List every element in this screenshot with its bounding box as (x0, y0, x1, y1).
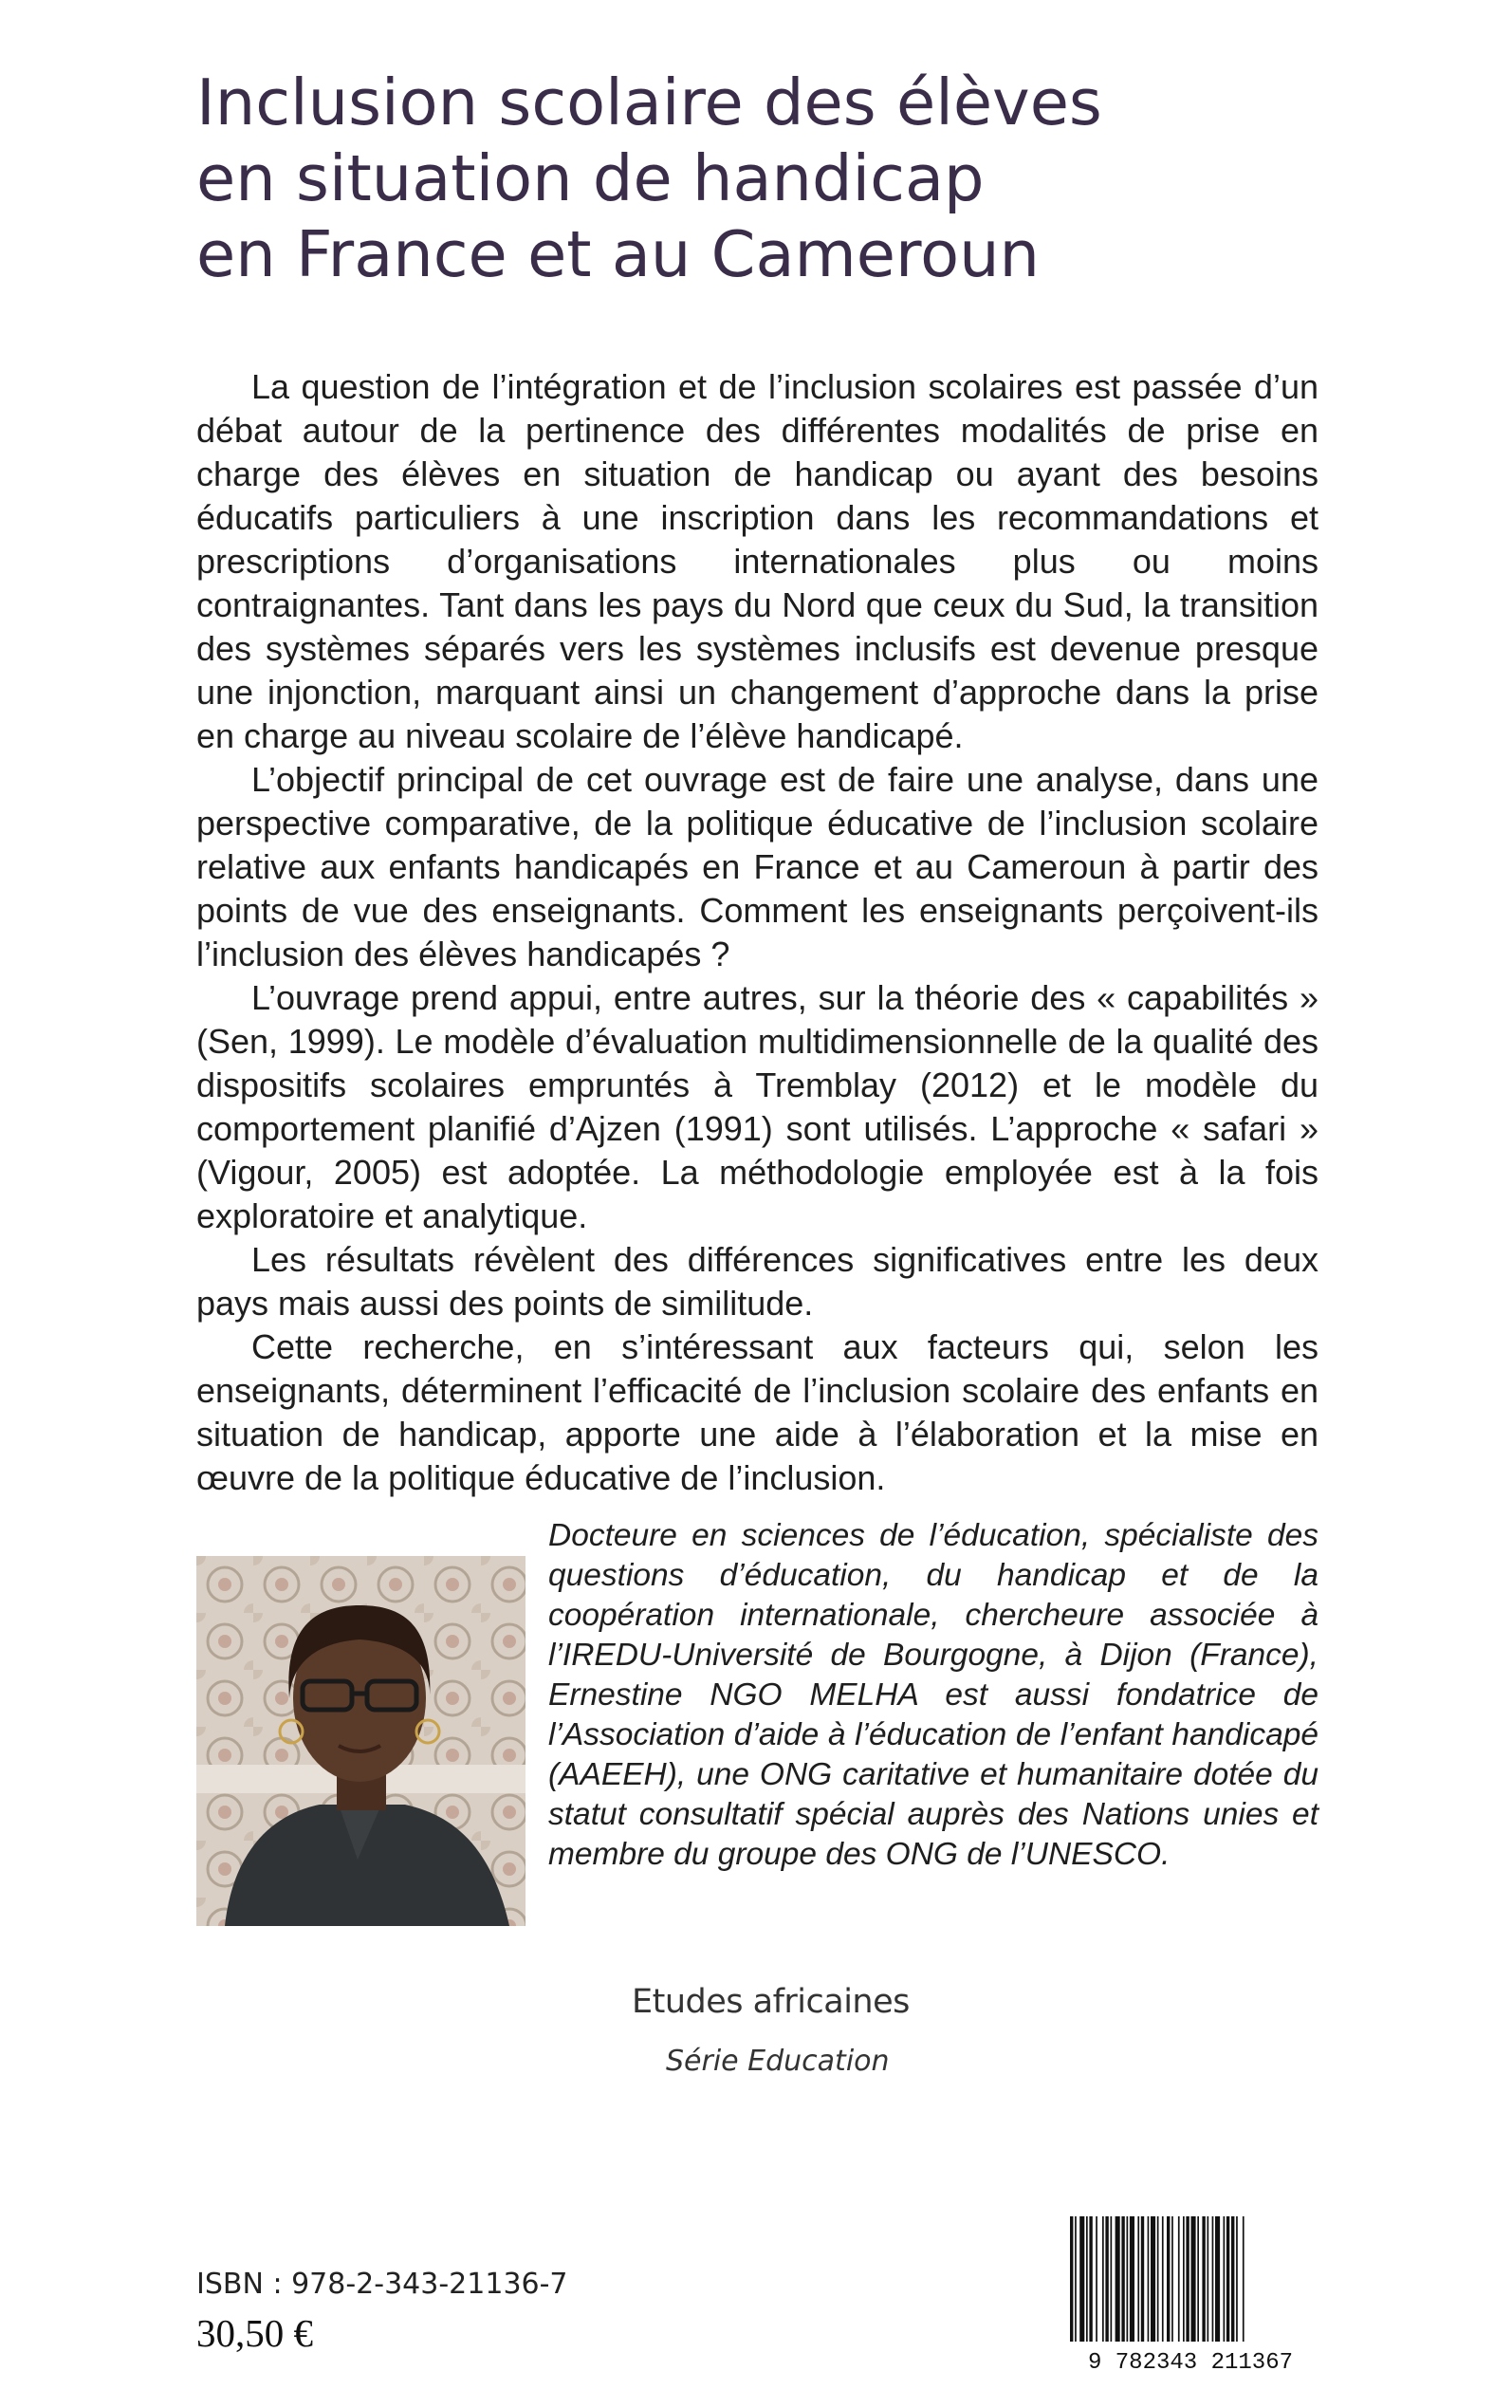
barcode-bar (1151, 2216, 1155, 2342)
book-title (196, 65, 1335, 292)
paragraph-1: La question de l’intégration et de l’inclusion scolaires est passée d’un débat autour de la pertinence des différentes modalités de prise en charge des élèves en situation de handicap ou ayant des besoins éducatifs particuliers à une inscription dans les recommandations et prescriptions d’organisations internationales plus ou moins contraignantes. Tant dans les pays du Nord que ceux du Sud, la transition des systèmes séparés vers les systèmes inclusifs est devenue presque une injonction, marquant ainsi un changement d’approche dans la prise en charge au niveau scolaire de l’élève handicapé. (196, 367, 1318, 755)
barcode-bar (1243, 2216, 1245, 2342)
back-cover-blurb (196, 365, 1318, 1500)
paragraph-4: Les résultats révèlent des différences significatives entre les deux pays mais aussi des points de similitude. (196, 1240, 1318, 1323)
barcode-bar (1096, 2216, 1097, 2342)
title-line-2: en situation de handicap (196, 141, 985, 215)
paragraph-2: L’objectif principal de cet ouvrage est de faire une analyse, dans une perspective comparative, de la politique éducative de l’inclusion scolaire relative aux enfants handicapés en France et au Cameroun à partir des points de vue des enseignants. Comment les enseignants perçoivent-ils l’inclusion des élèves handicapés ? (196, 760, 1318, 973)
barcode-bar (1186, 2216, 1189, 2342)
barcode-bar (1086, 2216, 1088, 2342)
barcode-bar (1157, 2216, 1159, 2342)
barcode-bar (1141, 2216, 1144, 2342)
barcode-bar (1079, 2216, 1084, 2342)
title-line-1: Inclusion scolaire des élèves (196, 65, 1102, 139)
paragraph-5: Cette recherche, en s’intéressant aux facteurs qui, selon les enseignants, déterminent l’efficacité de l’inclusion scolaire des enfants en situation de handicap, apporte une aide à l’élaboration et la mise en œuvre de la politique éducative de l’inclusion. (196, 1327, 1318, 1497)
barcode-bar (1130, 2216, 1134, 2342)
isbn-barcode (1062, 2216, 1318, 2373)
barcode-bar (1116, 2216, 1120, 2342)
price: 30,50 € (196, 2311, 313, 2355)
barcode-bar (1197, 2216, 1199, 2342)
barcode-bar (1089, 2216, 1092, 2342)
barcode-bar (1167, 2216, 1170, 2342)
barcode-bar (1178, 2216, 1180, 2342)
barcode-bars (1070, 2216, 1245, 2342)
barcode-bar (1171, 2216, 1173, 2342)
author-photo (196, 1556, 526, 1926)
barcode-bar (1191, 2216, 1196, 2342)
barcode-bar (1070, 2216, 1073, 2342)
barcode-bar (1127, 2216, 1129, 2342)
paragraph-3: L’ouvrage prend appui, entre autres, sur la théorie des « capabilités » (Sen, 1999). Le modèle d’évaluation multidimensionnelle de la qualité des dispositifs scolaires empruntés à Tremblay (2012) et le modèle du comportement planifié d’Ajzen (1991) sont utilisés. L’approche « safari » (Vigour, 2005) est adoptée. La méthodologie employée est à la fois exploratoire et analytique. (196, 978, 1318, 1235)
barcode-bar (1137, 2216, 1139, 2342)
barcode-bar (1102, 2216, 1104, 2342)
barcode-bar (1162, 2216, 1164, 2342)
barcode-bar (1121, 2216, 1124, 2342)
isbn: ISBN : 978-2-343-21136-7 (196, 2268, 568, 2301)
barcode-bar (1111, 2216, 1113, 2342)
series-name: Etudes africaines (632, 1983, 910, 2021)
barcode-bar (1105, 2216, 1108, 2342)
author-biography: Docteure en sciences de l’éducation, spécialiste des questions d’éducation, du handicap et de la coopération internationale, chercheure associée à l’IREDU-Université de Bourgogne, à Dijon (France), Ernestine NGO MELHA est aussi fondatrice de l’Association d’aide à l’éducation de l’enfant handicapé (AAEEH), une ONG caritative et humanitaire dotée du statut consultatif spécial auprès des Nations unies et membre du groupe des ONG de l’UNESCO. (548, 1518, 1318, 1872)
barcode-bar (1215, 2216, 1220, 2342)
barcode-bar (1148, 2216, 1150, 2342)
barcode-bar (1212, 2216, 1214, 2342)
barcode-bar (1075, 2216, 1077, 2342)
barcode-digits: 9 782343 211367 (1087, 2350, 1294, 2373)
barcode-bar (1224, 2216, 1226, 2342)
subseries-name: Série Education (666, 2045, 890, 2078)
barcode-bar (1183, 2216, 1185, 2342)
barcode-bar (1208, 2216, 1209, 2342)
barcode-bar (1231, 2216, 1234, 2342)
barcode-bar (1226, 2216, 1229, 2342)
title-line-3: en France et au Cameroun (196, 217, 1040, 291)
barcode-bar (1236, 2216, 1238, 2342)
barcode-bar (1202, 2216, 1205, 2342)
